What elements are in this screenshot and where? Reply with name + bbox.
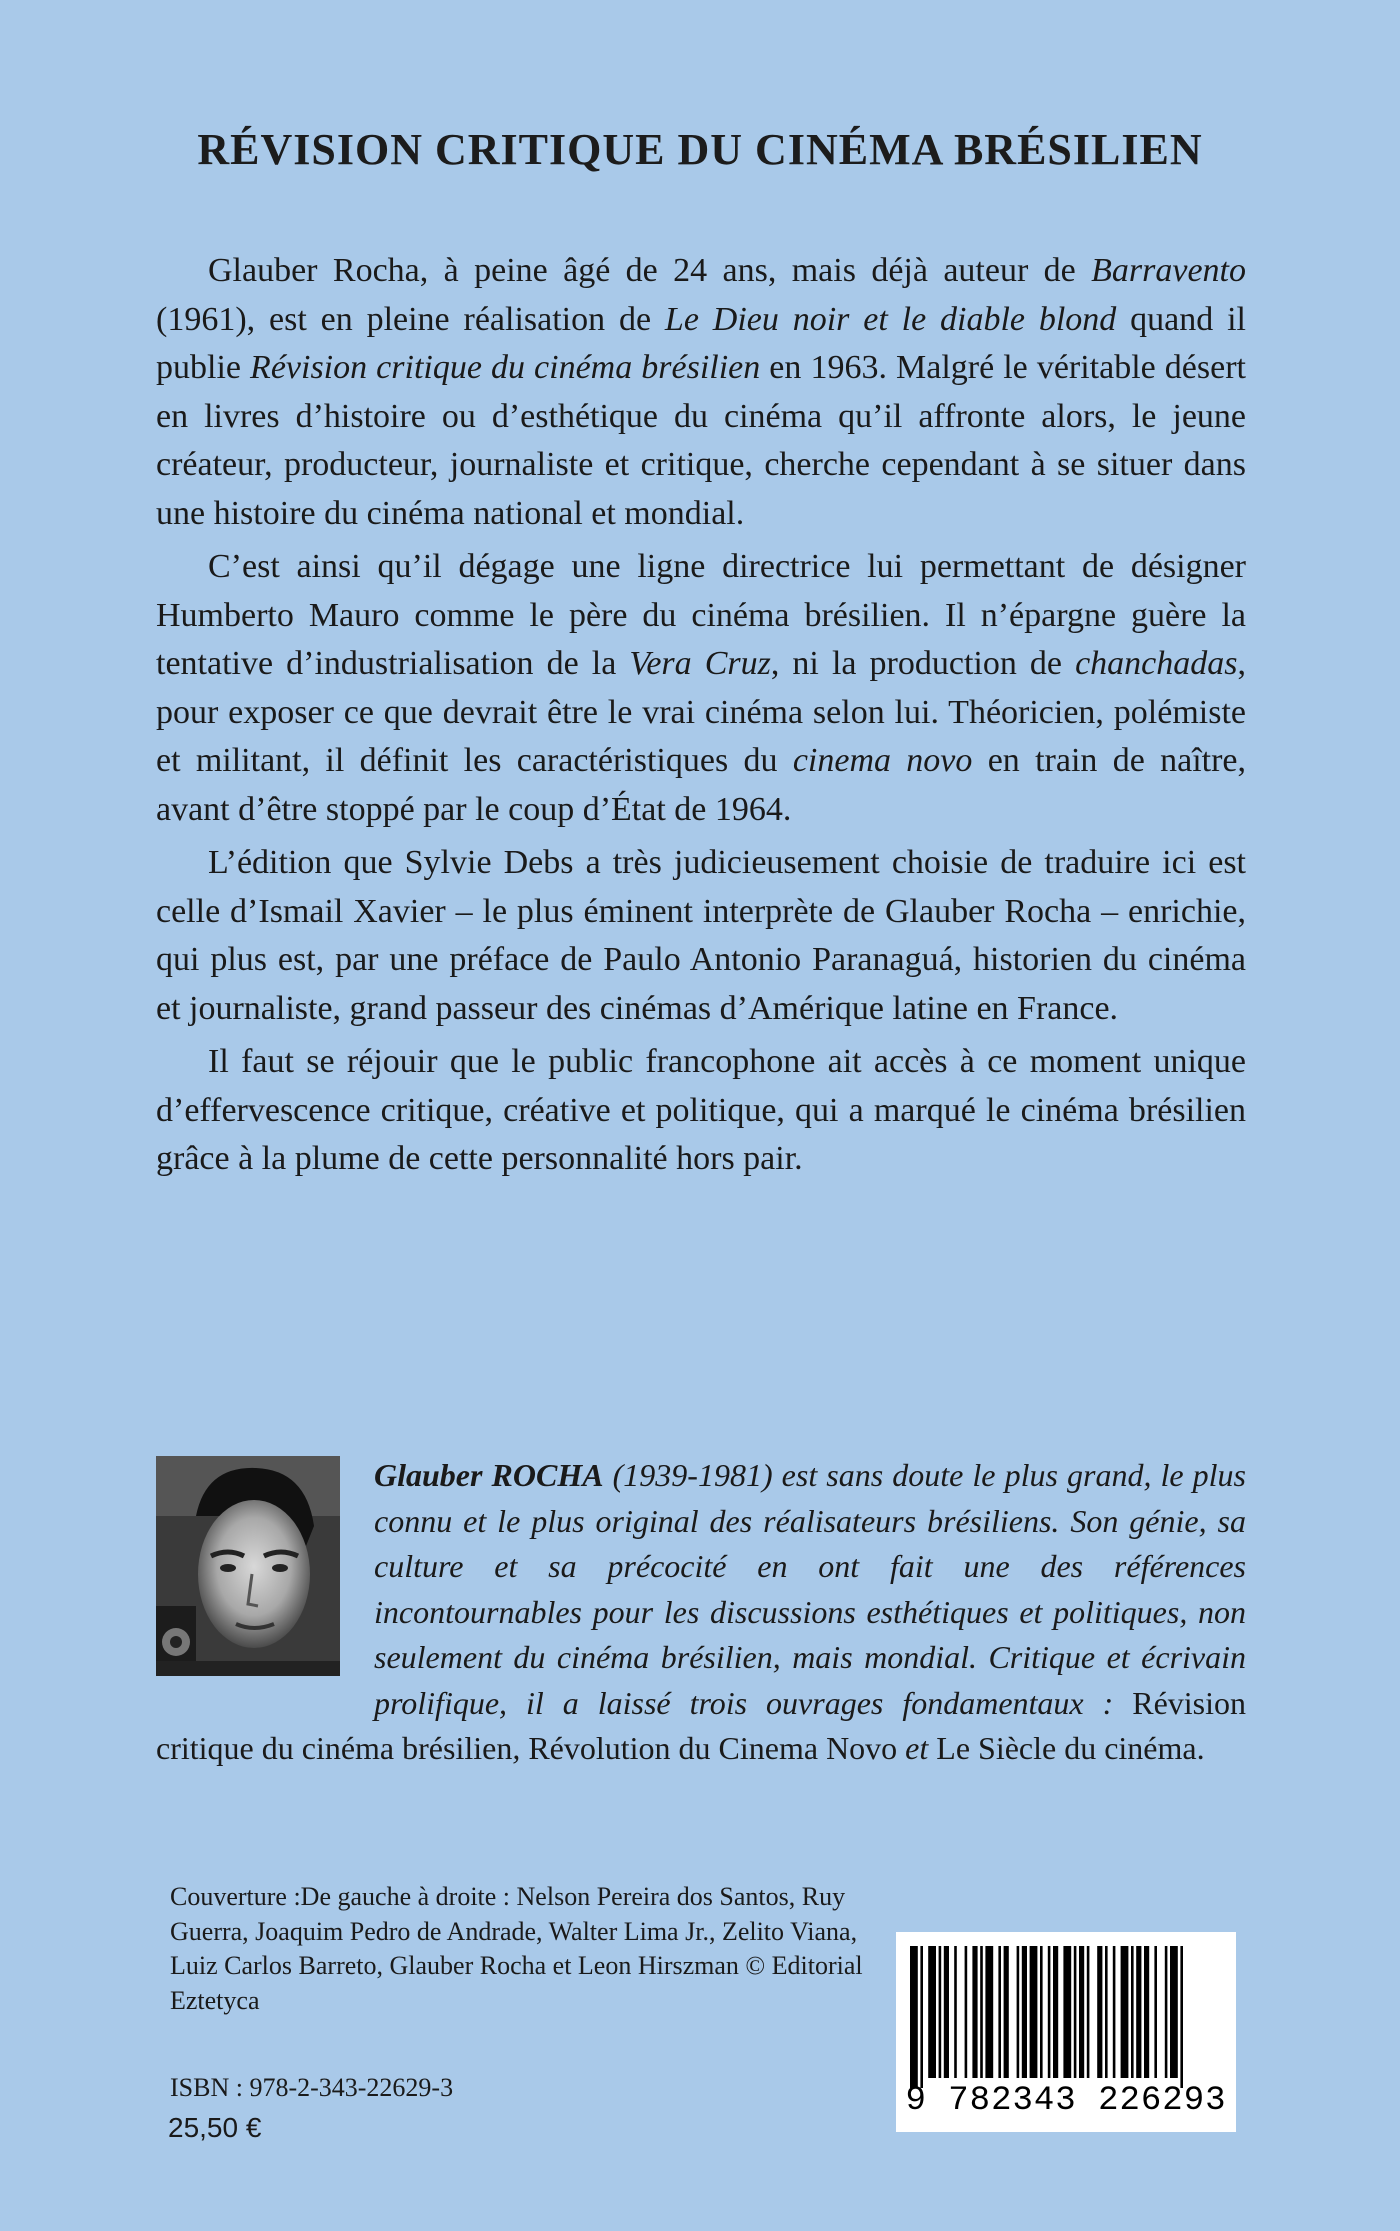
barcode-bar: [972, 1946, 977, 2078]
barcode-bar: [1087, 1946, 1090, 2078]
book-reference: Révolution du Cinema Novo: [528, 1730, 898, 1766]
barcode-bar: [1022, 1946, 1027, 2078]
barcode-bar: [1097, 1946, 1102, 2078]
book-reference: Révision critique du cinéma brésilien: [156, 1684, 1246, 1766]
barcode-bar: [1154, 1946, 1157, 2078]
barcode-bar: [998, 1946, 1001, 2078]
barcode-bar: [1170, 1946, 1178, 2078]
summary-paragraph-3: L’édition que Sylvie Debs a très judicieusement choisie de traduire ici est celle d’Ismail Xavier – le plus éminent interprète de Glauber Rocha – enrichie, qui plus est, par une préface de Paulo Antonio Paranaguá, historien du cinéma et journaliste, grand passeur des cinémas d’Amérique latine en France.: [156, 844, 1246, 1027]
barcode-bar: [1079, 1946, 1084, 2078]
barcode-bar: [1053, 1946, 1058, 2078]
barcode-bar: [928, 1946, 936, 2078]
back-cover-summary: [156, 247, 1246, 1189]
barcode: [896, 1932, 1236, 2132]
barcode-bar: [910, 1946, 918, 2088]
summary-paragraph-2: C’est ainsi qu’il dégage une ligne directrice lui permettant de désigner Humberto Mauro comme le père du cinéma brésilien. Il n’épargne guère la tentative d’industrialisation de la Vera Cruz, ni la production de chanchadas, pour exposer ce que devrait être le vrai cinéma selon lui. Théoricien, polémiste et militant, il définit les caractéristiques du cinema novo en train de naître, avant d’être stoppé par le coup d’État de 1964.: [156, 548, 1247, 828]
summary-paragraph-1: Glauber Rocha, à peine âgé de 24 ans, mais déjà auteur de Barravento (1961), est en pleine réalisation de Le Dieu noir et le diable blond quand il publie Révision critique du cinéma brésilien en 1963. Malgré le véritable désert en livres d’histoire ou d’esthétique du cinéma qu’il affronte alors, le jeune créateur, producteur, journaliste et critique, cherche cependant à se situer dans une histoire du cinéma national et mondial.: [156, 252, 1247, 532]
barcode-bar: [1063, 1946, 1071, 2078]
barcode-bar: [1180, 1946, 1183, 2088]
barcode-bar: [939, 1946, 942, 2078]
summary-paragraph-4: Il faut se réjouir que le public francophone ait accès à ce moment unique d’effervescence critique, créative et politique, qui a marqué le cinéma brésilien grâce à la plume de cette personnalité hors pair.: [156, 1043, 1246, 1177]
barcode-bar: [1030, 1946, 1038, 2078]
price: 25,50 €: [168, 2112, 262, 2143]
barcode-bar: [980, 1946, 983, 2078]
barcode-bar: [1144, 1946, 1149, 2078]
movement-name: cinema novo: [792, 742, 973, 779]
barcode-bar: [1074, 1946, 1077, 2078]
barcode-bar: [1040, 1946, 1043, 2078]
author-biography: Glauber ROCHA (1939-1981) est sans doute le plus grand, le plus connu et le plus original des réalisateurs brésiliens. Son génie, sa culture et sa précocité en ont fait une des références incontournables pour les discussions esthétiques et politiques, non seulement du cinéma brésilien, mais mondial. Critique et écrivain prolifique, il a laissé trois ouvrages fondamentaux : Révision critique du cinéma brésilien, Révolution du Cinema Novo et Le Siècle du cinéma.: [156, 1457, 1247, 1766]
barcode-bar: [965, 1946, 968, 2078]
film-title: Le Dieu noir et le diable blond: [664, 300, 1117, 338]
barcode-bar: [944, 1946, 949, 2078]
author-name: Glauber ROCHA: [374, 1457, 604, 1493]
barcode-bar: [920, 1946, 923, 2088]
book-title-reference: Révision critique du cinéma brésilien: [250, 349, 761, 386]
barcode-bar: [985, 1946, 993, 2078]
barcode-bar: [1048, 1946, 1051, 2078]
cover-credits: Couverture :De gauche à droite : Nelson Pereira dos Santos, Ruy Guerra, Joaquim Pedro de Andrade, Walter Lima Jr., Zelito Viana, Luiz Carlos Barreto, Glauber Rocha et Leon Hirszman © Editorial Eztetyca: [170, 1882, 863, 2015]
barcode-bar: [954, 1946, 957, 2078]
barcode-bar: [1136, 1946, 1141, 2078]
barcode-digits: 9 782343 226293: [905, 2082, 1227, 2120]
barcode-bar: [1004, 1946, 1009, 2078]
isbn: ISBN : 978-2-343-22629-3: [170, 2073, 454, 2102]
book-reference: Le Siècle du cinéma: [936, 1730, 1197, 1766]
book-title: RÉVISION CRITIQUE DU CINÉMA BRÉSILIEN: [197, 125, 1203, 174]
studio-name: Vera Cruz: [629, 645, 771, 682]
barcode-bar: [1121, 1946, 1129, 2078]
barcode-bar: [1113, 1946, 1116, 2078]
genre-name: chanchadas: [1075, 645, 1238, 682]
film-title: Barravento: [1091, 252, 1246, 289]
barcode-bar: [1165, 1946, 1168, 2078]
barcode-bar: [1105, 1946, 1108, 2078]
barcode-bar: [1017, 1946, 1020, 2078]
barcode-bar: [1131, 1946, 1134, 2078]
